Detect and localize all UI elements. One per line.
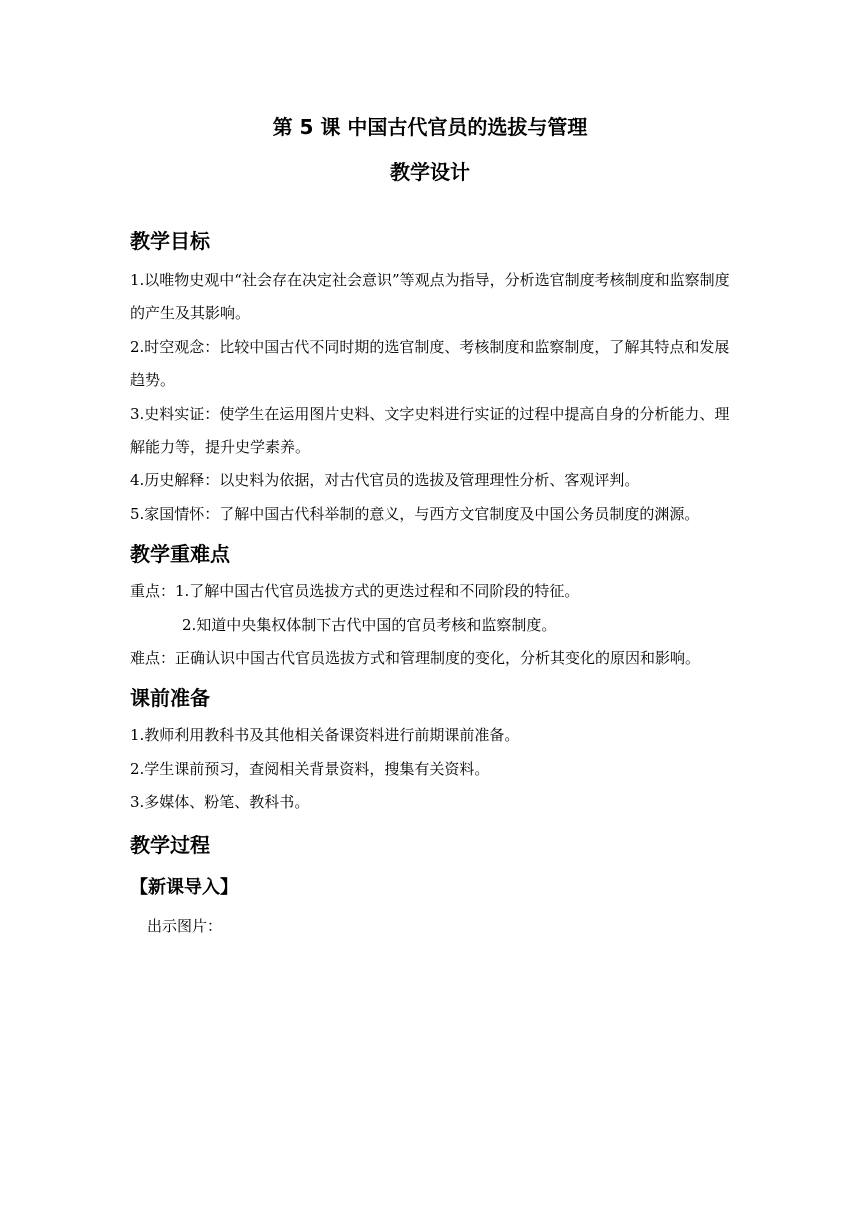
objective-paragraph: 1.以唯物史观中“社会存在决定社会意识”等观点为指导，分析选官制度考核制度和监察制度的产生及其影响。 bbox=[130, 271, 730, 323]
subheading-introduction: 【新课导入】 bbox=[130, 876, 238, 898]
objective-paragraph: 2.时空观念：比较中国古代不同时期的选官制度、考核制度和监察制度，了解其特点和发展趋势。 bbox=[130, 337, 730, 390]
difficulty-paragraph: 难点：正确认识中国古代官员选拔方式和管理制度的变化，分析其变化的原因和影响。 bbox=[130, 649, 701, 668]
section-heading-objectives: 教学目标 bbox=[130, 229, 210, 253]
lesson-subtitle: 教学设计 bbox=[390, 160, 470, 184]
section-heading-key-points: 教学重难点 bbox=[130, 542, 230, 567]
objective-paragraph: 5.家国情怀：了解中国古代科举制的意义，与西方文官制度及中国公务员制度的渊源。 bbox=[130, 504, 700, 523]
key-point-paragraph: 2.知道中央集权体制下古代中国的官员考核和监察制度。 bbox=[182, 615, 557, 634]
section-heading-process: 教学过程 bbox=[130, 832, 210, 857]
section-heading-preparation: 课前准备 bbox=[130, 686, 210, 711]
preparation-item: 1.教师利用教科书及其他相关备课资料进行前期课前准备。 bbox=[130, 726, 520, 745]
document-body bbox=[130, 224, 730, 943]
key-point-paragraph: 重点：1.了解中国古代官员选拔方式的更迭过程和不同阶段的特征。 bbox=[130, 582, 580, 601]
process-paragraph: 出示图片： bbox=[147, 916, 223, 935]
lesson-title: 第 5 课 中国古代官员的选拔与管理 bbox=[272, 115, 588, 139]
preparation-item: 3.多媒体、粉笔、教科书。 bbox=[130, 793, 310, 812]
preparation-item: 2.学生课前预习，查阅相关背景资料，搜集有关资料。 bbox=[130, 759, 490, 778]
objective-paragraph: 3.史料实证：使学生在运用图片史料、文字史料进行实证的过程中提高自身的分析能力、理解能力等，提升史学素养。 bbox=[130, 404, 730, 457]
objective-paragraph: 4.历史解释：以史料为依据，对古代官员的选拔及管理理性分析、客观评判。 bbox=[130, 471, 640, 490]
